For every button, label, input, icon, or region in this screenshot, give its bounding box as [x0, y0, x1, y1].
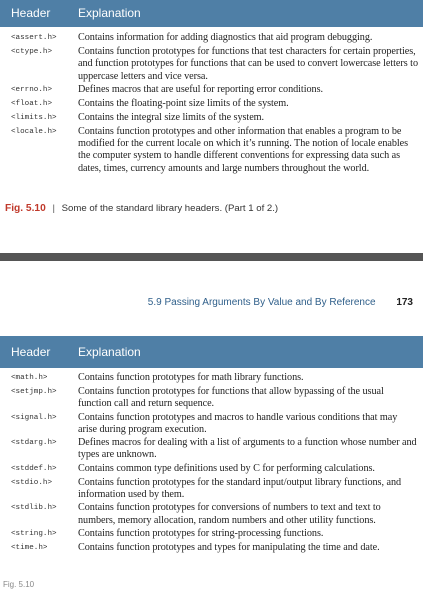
table-row — [0, 411, 423, 437]
standard-headers-table-part1 — [0, 0, 423, 175]
caption-separator: | — [52, 203, 55, 214]
header-file-name: <errno.h> — [11, 85, 53, 94]
header-explanation: Contains function prototypes for string-processing functions. — [78, 527, 324, 539]
header-explanation: Contains information for adding diagnostics that aid program debugging. — [78, 32, 373, 43]
header-file-name: <signal.h> — [11, 413, 57, 422]
table-row — [0, 97, 423, 111]
running-head — [148, 297, 413, 308]
header-explanation: Contains the floating-point size limits of the system. — [78, 97, 289, 109]
table-row — [0, 527, 423, 541]
caption-text: Some of the standard library headers. (Part 1 of 2.) — [61, 203, 279, 214]
header-explanation: Contains function prototypes for functions that allow bypassing of the usual function call and return sequence. — [78, 386, 384, 410]
table-row — [0, 385, 423, 411]
column-header-explanation: Explanation — [78, 345, 141, 359]
header-file-name: <ctype.h> — [11, 48, 53, 56]
table-row — [0, 501, 423, 527]
table-row — [0, 125, 423, 175]
header-file-name: <locale.h> — [11, 127, 57, 136]
header-explanation: Contains function prototypes and other information that enables a program to be modified for the current locale on which it’s running. The notion of locale enables the computer system to handle different conventions for expressing data such as dates, times, currency amounts and large numbers throughout the world. — [78, 125, 409, 174]
table-row — [0, 436, 423, 462]
header-explanation: Contains function prototypes for conversions of numbers to text and text to numbers, memory allocation, random numbers and other utility functions. — [78, 502, 381, 526]
table-row — [0, 371, 423, 385]
figure-number: Fig. 5.10 — [5, 203, 46, 214]
header-file-name: <stddef.h> — [11, 464, 57, 473]
header-explanation: Contains common type definitions used by C for performing calculations. — [78, 462, 375, 474]
table-row — [0, 541, 423, 555]
header-file-name: <stdio.h> — [11, 478, 53, 487]
header-explanation: Defines macros for dealing with a list of arguments to a function whose number and types are unknown. — [78, 437, 417, 461]
table-row — [0, 462, 423, 476]
header-explanation: Defines macros that are useful for reporting error conditions. — [78, 83, 323, 95]
table-row — [0, 476, 423, 502]
figure-caption — [5, 203, 278, 214]
header-explanation: Contains the integral size limits of the system. — [78, 111, 265, 123]
header-explanation: Contains function prototypes for the standard input/output library functions, and information used by them. — [78, 476, 402, 501]
header-file-name: <float.h> — [11, 99, 53, 108]
column-header-header: Header — [11, 345, 51, 359]
header-explanation: Contains function prototypes and macros to handle various conditions that may arise during program execution. — [78, 411, 398, 435]
header-file-name: <stdlib.h> — [11, 504, 57, 513]
header-file-name: <string.h> — [11, 529, 57, 538]
page-break-divider — [0, 253, 423, 261]
table-row — [0, 111, 423, 125]
table-row — [0, 45, 423, 83]
column-header-explanation: Explanation — [78, 6, 141, 20]
header-file-name: <stdarg.h> — [11, 439, 57, 448]
header-file-name: <setjmp.h> — [11, 388, 57, 396]
header-file-name: <limits.h> — [11, 113, 57, 122]
table-header-row — [0, 336, 423, 368]
header-explanation: Contains function prototypes and types for manipulating the time and date. — [78, 541, 380, 553]
header-file-name: <assert.h> — [11, 34, 57, 42]
header-file-name: <math.h> — [11, 374, 48, 382]
table-body — [0, 27, 423, 175]
table-row — [0, 31, 423, 45]
standard-headers-table-part2 — [0, 336, 423, 555]
header-explanation: Contains function prototypes for functions that test characters for certain properties, and function prototypes for functions that can be used to convert lowercase letters to uppercase letters and vice versa. — [78, 46, 418, 82]
table-header-row — [0, 0, 423, 27]
page-number: 173 — [396, 297, 413, 308]
header-explanation: Contains function prototypes for math library functions. — [78, 372, 304, 383]
section-title: 5.9 Passing Arguments By Value and By Reference — [147, 297, 376, 308]
table-body — [0, 368, 423, 555]
cut-off-caption-fragment: Fig. 5.10 — [3, 580, 35, 589]
header-file-name: <time.h> — [11, 543, 48, 552]
column-header-header: Header — [11, 6, 51, 20]
table-row — [0, 83, 423, 97]
